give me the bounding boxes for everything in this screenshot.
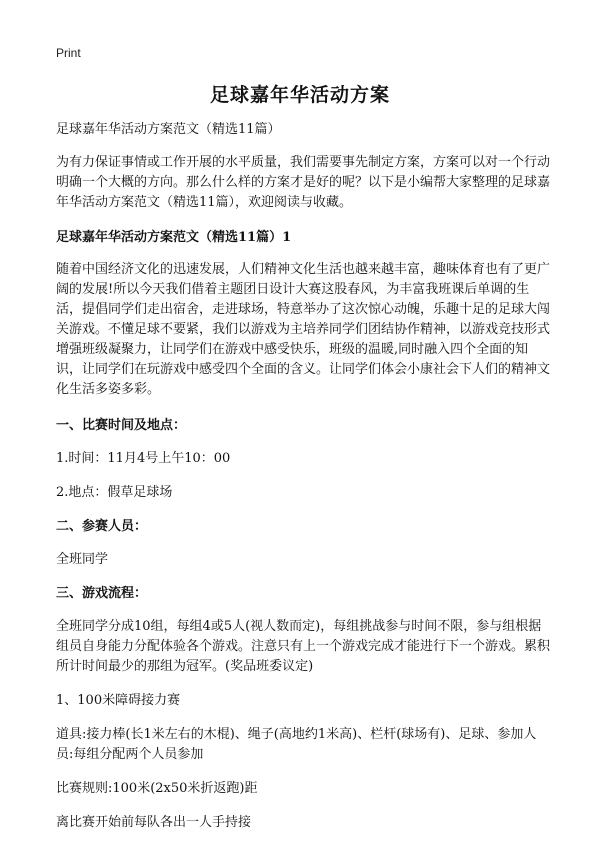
document-body <box>56 120 550 847</box>
heading-participants: 二、参赛人员： <box>56 519 148 534</box>
intro-paragraph: 为有力保证事情或工作开展的水平质量，我们需要事先制定方案，方案可以对一个行动明确一个大概的方向。那么什么样的方案才是好的呢？以下是小编帮大家整理的足球嘉年华活动方案范文（精选11篇），欢迎阅读与收藏。 <box>56 155 551 210</box>
time-line: 1.时间：11月4号上午10：00 <box>56 451 231 466</box>
game1-rules: 比赛规则:100米(2x50米折返跑)距 <box>56 781 258 796</box>
page-title: 足球嘉年华活动方案 <box>209 84 390 106</box>
participants-line: 全班同学 <box>56 552 109 567</box>
game1-rules-cont: 离比赛开始前每队各出一人手持接 <box>56 815 252 830</box>
section-heading: 足球嘉年华活动方案范文（精选11篇）1 <box>56 230 292 245</box>
place-line: 2.地点：假草足球场 <box>56 485 173 500</box>
document-subtitle: 足球嘉年华活动方案范文（精选11篇） <box>56 122 281 137</box>
flow-paragraph: 全班同学分成10组，每组4或5人(视人数而定)，每组挑战参与时间不限，参与组根据组员自身能力分配体验各个游戏。注意只有上一个游戏完成才能进行下一个游戏。累积所计时间最少的那组为冠军。(奖品班委议定) <box>56 619 551 674</box>
heading-time-place: 一、比赛时间及地点： <box>56 418 187 433</box>
heading-flow: 三、游戏流程： <box>56 586 148 601</box>
print-link[interactable]: Print <box>56 46 81 60</box>
game1-props: 道具:接力棒(长1米左右的木棍)、绳子(高地约1米高)、栏杆(球场有)、足球、参加人员:每组分配两个人员参加 <box>56 727 537 762</box>
game1-title: 1、100米障碍接力赛 <box>56 693 181 708</box>
section-paragraph: 随着中国经济文化的迅速发展，人们精神文化生活也越来越丰富，趣味体育也有了更广阔的发展!所以今天我们借着主题团日设计大赛这股春风，为丰富我班课后单调的生活，提倡同学们走出宿舍，走进球场，特意举办了这次惊心动魄，乐趣十足的足球大闯关游戏。不懂足球不要紧，我们以游戏为主培养同学们团结协作精神，以游戏竞技形式增强班级凝聚力，让同学们在游戏中感受快乐，班级的温暖,同时融入四个全面的知识，让同学们在玩游戏中感受四个全面的含义。让同学们体会小康社会下人们的精神文化生活多姿多彩。 <box>56 262 551 397</box>
